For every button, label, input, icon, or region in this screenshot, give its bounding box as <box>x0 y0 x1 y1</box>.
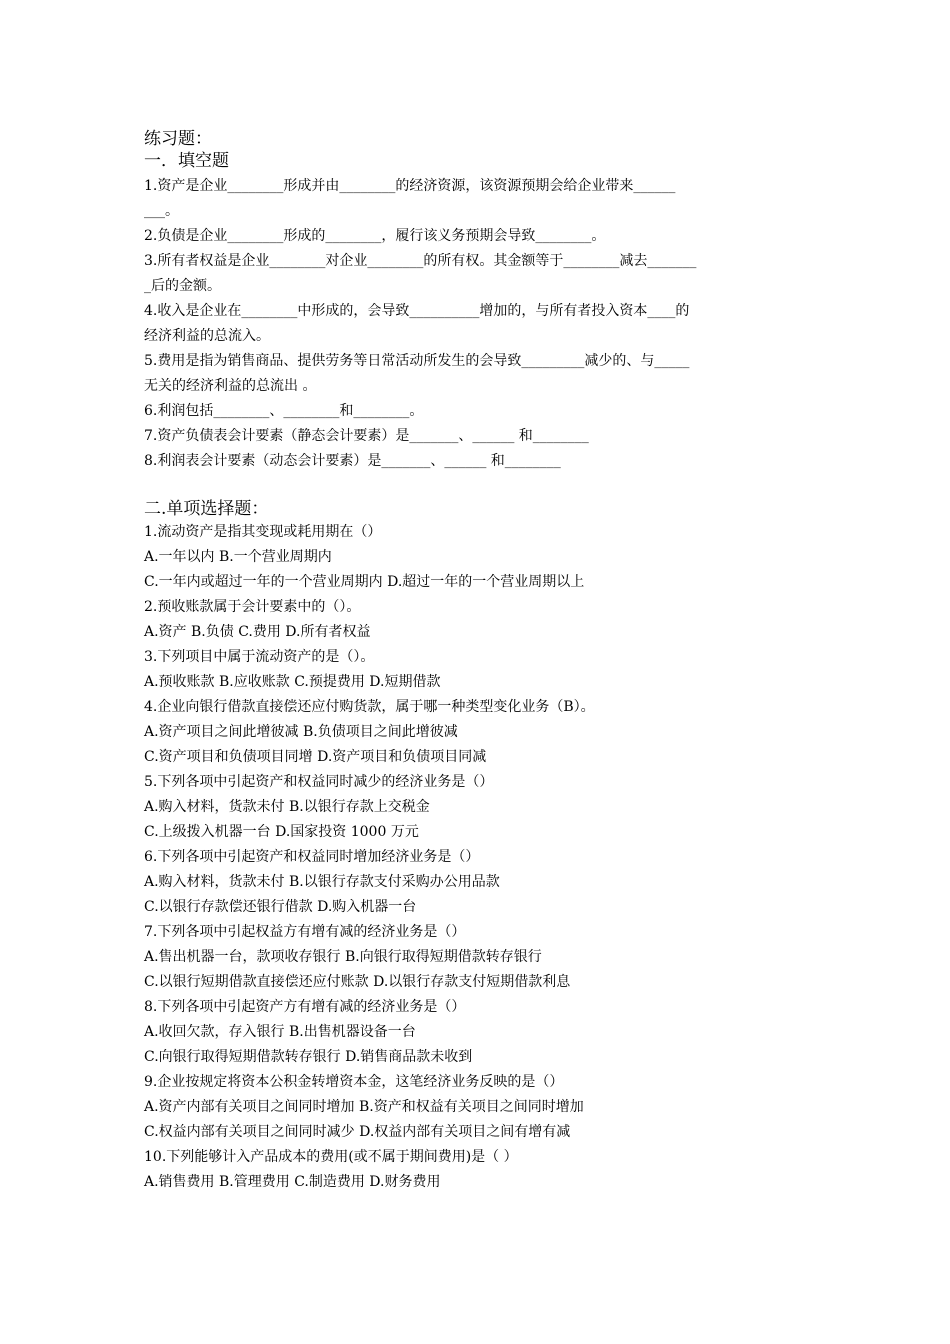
question-line: 6.下列各项中引起资产和权益同时增加经济业务是（） <box>144 849 480 865</box>
question-line: 2.负债是企业________形成的________，履行该义务预期会导致________。 <box>144 228 606 244</box>
question-line: 3.所有者权益是企业________对企业________的所有权。其金额等于________减去_______ <box>144 253 697 269</box>
question-line: 7.下列各项中引起权益方有增有减的经济业务是（） <box>144 924 466 940</box>
question-line: 2.预收账款属于会计要素中的（）。 <box>144 599 361 615</box>
question-line: ___。 <box>144 203 179 219</box>
question-line: A.收回欠款，存入银行 B.出售机器设备一台 <box>144 1024 416 1040</box>
document-body <box>144 128 814 1195</box>
question-line: 1.资产是企业________形成并由________的经济资源，该资源预期会给企业带来______ <box>144 178 676 194</box>
question-line: 8.下列各项中引起资产方有增有减的经济业务是（） <box>144 999 466 1015</box>
question-line: A.购入材料，货款未付 B.以银行存款上交税金 <box>144 799 430 815</box>
question-line: A.售出机器一台，款项收存银行 B.向银行取得短期借款转存银行 <box>144 949 542 965</box>
question-line: 1.流动资产是指其变现或耗用期在（） <box>144 524 382 540</box>
question-line: A.资产 B.负债 C.费用 D.所有者权益 <box>144 624 371 640</box>
section-heading-fill-blank: 一．填空题 <box>144 151 229 171</box>
question-line: C.一年内或超过一年的一个营业周期内 D.超过一年的一个营业周期以上 <box>144 574 585 590</box>
question-line: 5.下列各项中引起资产和权益同时减少的经济业务是（） <box>144 774 494 790</box>
question-line: _后的金额。 <box>144 278 221 294</box>
question-line: 5.费用是指为销售商品、提供劳务等日常活动所发生的会导致_________减少的、与_____ <box>144 353 690 369</box>
question-line: 经济利益的总流入。 <box>144 328 270 344</box>
fill-blank-section <box>144 174 814 474</box>
question-line: A.购入材料，货款未付 B.以银行存款支付采购办公用品款 <box>144 874 500 890</box>
section-gap <box>144 474 814 498</box>
question-line: C.权益内部有关项目之间同时减少 D.权益内部有关项目之间有增有减 <box>144 1124 571 1140</box>
question-line: 6.利润包括________、________和________。 <box>144 403 424 419</box>
question-line: 8.利润表会计要素（动态会计要素）是_______、______ 和________ <box>144 453 561 469</box>
question-line: A.一年以内 B.一个营业周期内 <box>144 549 332 565</box>
question-line: 3.下列项目中属于流动资产的是（）。 <box>144 649 375 665</box>
question-line: 无关的经济利益的总流出 。 <box>144 378 317 394</box>
question-line: A.资产内部有关项目之间同时增加 B.资产和权益有关项目之间同时增加 <box>144 1099 584 1115</box>
question-line: C.以银行短期借款直接偿还应付账款 D.以银行存款支付短期借款利息 <box>144 974 571 990</box>
question-line: 4.企业向银行借款直接偿还应付购货款，属于哪一种类型变化业务（B）。 <box>144 699 595 715</box>
question-line: 9.企业按规定将资本公积金转增资本金，这笔经济业务反映的是（） <box>144 1074 564 1090</box>
question-line: A.预收账款 B.应收账款 C.预提费用 D.短期借款 <box>144 674 441 690</box>
question-line: C.资产项目和负债项目同增 D.资产项目和负债项目同减 <box>144 749 487 765</box>
question-line: C.上级拨入机器一台 D.国家投资 1000 万元 <box>144 824 419 840</box>
question-line: 7.资产负债表会计要素（静态会计要素）是_______、______ 和________ <box>144 428 589 444</box>
page-title: 练习题： <box>144 129 212 149</box>
question-line: A.销售费用 B.管理费用 C.制造费用 D.财务费用 <box>144 1174 441 1190</box>
section-heading-single-choice: 二.单项选择题： <box>144 499 269 519</box>
question-line: 4.收入是企业在________中形成的，会导致__________增加的，与所有者投入资本____的 <box>144 303 690 319</box>
single-choice-section <box>144 520 814 1195</box>
question-line: C.以银行存款偿还银行借款 D.购入机器一台 <box>144 899 417 915</box>
question-line: 10.下列能够计入产品成本的费用(或不属于期间费用)是（ ） <box>144 1149 518 1165</box>
question-line: C.向银行取得短期借款转存银行 D.销售商品款未收到 <box>144 1049 473 1065</box>
question-line: A.资产项目之间此增彼减 B.负债项目之间此增彼减 <box>144 724 458 740</box>
